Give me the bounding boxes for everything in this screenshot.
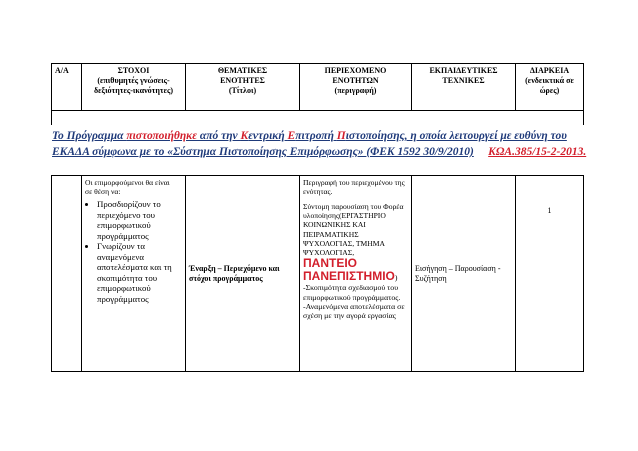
row-aa	[52, 176, 82, 372]
header-table	[51, 63, 584, 125]
list-item: • Προσδιορίζουν το περιεχόμενο του επιμορφωτικού προγράμματος	[97, 199, 182, 241]
header-aa: Α/Α	[52, 64, 82, 111]
banner-line-1: Το Πρόγραμμα πιστοποιήθηκε από την Κεντρική Επιτροπή Πιστοποίησης, η οποία λειτουργεί με ευθύνη του	[52, 130, 567, 142]
header-units: ΘΕΜΑΤΙΚΕΣ ΕΝΟΤΗΤΕΣ (Τίτλοι)	[186, 64, 300, 111]
header-content: ΠΕΡΙΕΧΟΜΕΝΟ ΕΝΟΤΗΤΩΝ (περιγραφή)	[300, 64, 412, 111]
header-techniques: ΕΚΠΑΙΔΕΥΤΙΚΕΣ ΤΕΧΝΙΚΕΣ	[412, 64, 516, 111]
certification-banner	[52, 128, 592, 160]
goals-list	[85, 199, 182, 304]
content-table	[51, 175, 584, 372]
header-spacer	[52, 111, 584, 125]
row-content: Περιγραφή του περιεχομένου της ενότητας. Σύντομη παρουσίαση του Φορέα υλοποίησης(ΕΡΓΑΣΤΗΡΙΟ ΚΟΙΝΩΝΙΚΗΣ ΚΑΙ ΠΕΙΡΑΜΑΤΙΚΗΣ ΨΥΧΟΛΟΓΙΑΣ, ΤΜΗΜΑ ΨΥΧΟΛΟΓΙΑΣ, ΠΑΝΤΕΙΟ ΠΑΝΕΠΙΣΤΗΜΙΟ) -Σκοπιμότητα σχεδιασμού του επιμορφωτικού προγράμματος. -Αναμενόμενα αποτελέσματα σε σχέση με την αγορά εργασίας	[300, 176, 412, 372]
list-item: • Γνωρίζουν τα αναμενόμενα αποτελέσματα και τη σκοπιμότητα του επιμορφωτικού προγράμματος	[97, 241, 182, 304]
row-duration: 1	[516, 176, 584, 372]
header-duration: ΔΙΑΡΚΕΙΑ (ενδεικτικά σε ώρες)	[516, 64, 584, 111]
row-unit-title: Έναρξη – Περιεχόμενο και στόχοι προγράμματος	[186, 176, 300, 372]
university-name: ΠΑΝΤΕΙΟ ΠΑΝΕΠΙΣΤΗΜΙΟ	[303, 255, 395, 284]
row-techniques: Εισήγηση – Παρουσίαση - Συζήτηση	[412, 176, 516, 372]
header-goals: ΣΤΟΧΟΙ (επιθυμητές γνώσεις- δεξιότητες-ικανότητες)	[82, 64, 186, 111]
banner-line-2: ΕΚΑΔΑ σύμφωνα με το «Σύστημα Πιστοποίησης Επιμόρφωσης» (ΦΕΚ 1592 30/9/2010) ΚΩΑ.385/15-2-2013.	[52, 146, 587, 158]
row-goals: Οι επιμορφούμενοι θα είναι σε θέση να: • Προσδιορίζουν το περιεχόμενο του επιμορφωτικού προγράμματος • Γνωρίζουν τα αναμενόμενα αποτελέσματα και τη σκοπιμότητα του επιμορφωτικού προγράμματος	[82, 176, 186, 372]
